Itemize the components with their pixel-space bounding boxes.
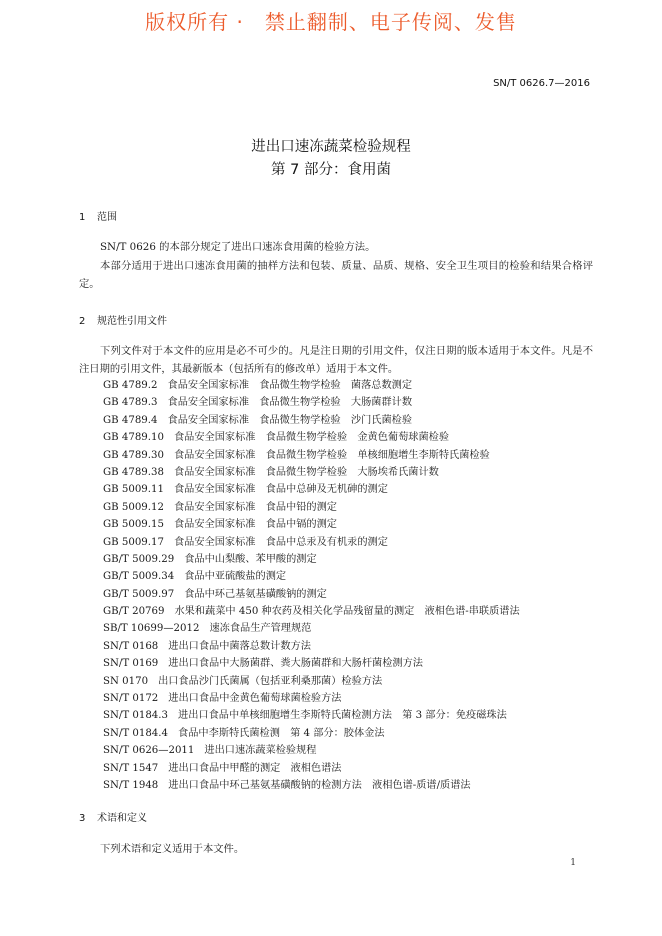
section-number: 1 <box>79 212 86 223</box>
reference-title: 食品安全国家标准 食品中铅的测定 <box>174 501 337 513</box>
reference-code: GB 5009.15 <box>103 519 164 531</box>
reference-item <box>103 464 520 481</box>
document-code: SN/T 0626.7—2016 <box>493 78 590 89</box>
reference-title: 进出口食品中菌落总数计数方法 <box>168 640 311 652</box>
reference-title: 食品安全国家标准 食品中镉的测定 <box>174 519 337 531</box>
reference-code: GB/T 5009.97 <box>103 588 175 600</box>
reference-code: GB 4789.38 <box>103 466 164 478</box>
reference-code: SN/T 1948 <box>103 779 159 791</box>
scope-paragraph-1: SN/T 0626 的本部分规定了进出口速冻食用菌的检验方法。 <box>100 241 376 253</box>
section-number: 2 <box>79 316 86 327</box>
reference-title: 进出口食品中大肠菌群、粪大肠菌群和大肠杆菌检测方法 <box>168 658 423 670</box>
reference-title: 食品安全国家标准 食品微生物学检验 大肠埃希氏菌计数 <box>174 466 439 478</box>
reference-item <box>103 620 520 637</box>
document-subtitle: 第 7 部分：食用菌 <box>271 162 391 178</box>
reference-item <box>103 690 520 707</box>
section-heading-normative-references <box>79 312 167 327</box>
reference-code: GB 5009.12 <box>103 501 164 513</box>
reference-code: SN/T 0169 <box>103 658 159 670</box>
section-heading-scope <box>79 208 117 223</box>
reference-title: 食品中山梨酸、苯甲酸的测定 <box>184 553 317 565</box>
reference-item <box>103 481 520 498</box>
references-intro-paragraph: 下列文件对于本文件的应用是必不可少的。凡是注日期的引用文件，仅注日期的版本适用于本文件。凡是不注日期的引用文件，其最新版本（包括所有的修改单）适用于本文件。 <box>79 345 593 375</box>
reference-title: 食品中环己基氨基磺酸钠的测定 <box>184 588 327 600</box>
reference-title: 进出口食品中单核细胞增生李斯特氏菌检测方法 第 3 部分：免疫磁珠法 <box>178 710 507 722</box>
reference-title: 食品安全国家标准 食品中总汞及有机汞的测定 <box>174 536 388 548</box>
reference-title: 出口食品沙门氏菌属（包括亚利桑那菌）检验方法 <box>158 675 383 687</box>
reference-item <box>103 412 520 429</box>
section-number: 3 <box>79 813 86 824</box>
section-title: 范围 <box>97 212 117 223</box>
reference-item <box>103 603 520 620</box>
reference-item <box>103 377 520 394</box>
reference-code: SN 0170 <box>103 675 149 687</box>
reference-code: GB/T 20769 <box>103 606 165 618</box>
reference-code: GB 4789.10 <box>103 432 164 444</box>
reference-item <box>103 551 520 568</box>
reference-title: 食品安全国家标准 食品中总砷及无机砷的测定 <box>174 484 388 496</box>
reference-list <box>103 377 520 794</box>
reference-code: GB 4789.3 <box>103 397 158 409</box>
reference-item <box>103 638 520 655</box>
reference-code: SN/T 0184.3 <box>103 710 169 722</box>
reference-code: SN/T 0626—2011 <box>103 745 195 757</box>
reference-item <box>103 673 520 690</box>
reference-item <box>103 394 520 411</box>
reference-title: 进出口食品中金黄色葡萄球菌检验方法 <box>168 693 342 705</box>
reference-item <box>103 429 520 446</box>
reference-item <box>103 655 520 672</box>
reference-title: 食品安全国家标准 食品微生物学检验 金黄色葡萄球菌检验 <box>174 432 450 444</box>
section-title: 规范性引用文件 <box>97 316 167 327</box>
reference-code: SN/T 0184.4 <box>103 727 169 739</box>
reference-item <box>103 760 520 777</box>
reference-code: SN/T 1547 <box>103 762 159 774</box>
reference-item <box>103 499 520 516</box>
reference-code: GB 5009.17 <box>103 536 164 548</box>
reference-title: 进出口食品中甲醛的测定 液相色谱法 <box>168 762 342 774</box>
document-title: 进出口速冻蔬菜检验规程 <box>251 139 411 155</box>
reference-title: 食品中亚硫酸盐的测定 <box>184 571 287 583</box>
reference-item <box>103 586 520 603</box>
reference-title: 食品安全国家标准 食品微生物学检验 菌落总数测定 <box>167 380 413 391</box>
reference-item <box>103 742 520 759</box>
reference-item <box>103 725 520 742</box>
reference-title: 进出口速冻蔬菜检验规程 <box>204 745 317 757</box>
reference-item <box>103 568 520 585</box>
reference-title: 水果和蔬菜中 450 种农药及相关化学品残留量的测定 液相色谱-串联质谱法 <box>174 606 520 618</box>
reference-title: 进出口食品中环己基氨基磺酸钠的检测方法 液相色谱-质谱/质谱法 <box>168 779 471 791</box>
reference-code: GB 4789.30 <box>103 449 164 461</box>
reference-title: 食品安全国家标准 食品微生物学检验 单核细胞增生李斯特氏菌检验 <box>174 449 490 461</box>
reference-item <box>103 534 520 551</box>
reference-item <box>103 516 520 533</box>
reference-title: 食品安全国家标准 食品微生物学检验 大肠菌群计数 <box>167 397 413 409</box>
section-title: 术语和定义 <box>97 813 147 824</box>
reference-item <box>103 707 520 724</box>
reference-code: GB 5009.11 <box>103 484 164 496</box>
reference-code: SB/T 10699—2012 <box>103 623 200 635</box>
reference-title: 食品中李斯特氏菌检测 第 4 部分：胶体金法 <box>178 727 385 739</box>
reference-code: GB 4789.4 <box>103 414 158 426</box>
reference-item <box>103 447 520 464</box>
scope-paragraph-2: 本部分适用于进出口速冻食用菌的抽样方法和包装、质量、品质、规格、安全卫生项目的检验和结果合格评定。 <box>79 260 593 290</box>
reference-code: GB/T 5009.29 <box>103 553 175 565</box>
reference-title: 速冻食品生产管理规范 <box>209 623 312 635</box>
terms-intro-paragraph: 下列术语和定义适用于本文件。 <box>100 843 245 855</box>
reference-code: SN/T 0172 <box>103 693 159 705</box>
reference-code: SN/T 0168 <box>103 640 159 652</box>
reference-code: GB/T 5009.34 <box>103 571 175 583</box>
reference-title: 食品安全国家标准 食品微生物学检验 沙门氏菌检验 <box>167 414 413 426</box>
section-heading-terms <box>79 809 147 824</box>
reference-code: GB 4789.2 <box>103 380 158 391</box>
reference-item <box>103 777 520 794</box>
page-number: 1 <box>570 858 576 868</box>
copyright-watermark: 版权所有 · 禁止翻制、电子传阅、发售 <box>145 10 517 34</box>
